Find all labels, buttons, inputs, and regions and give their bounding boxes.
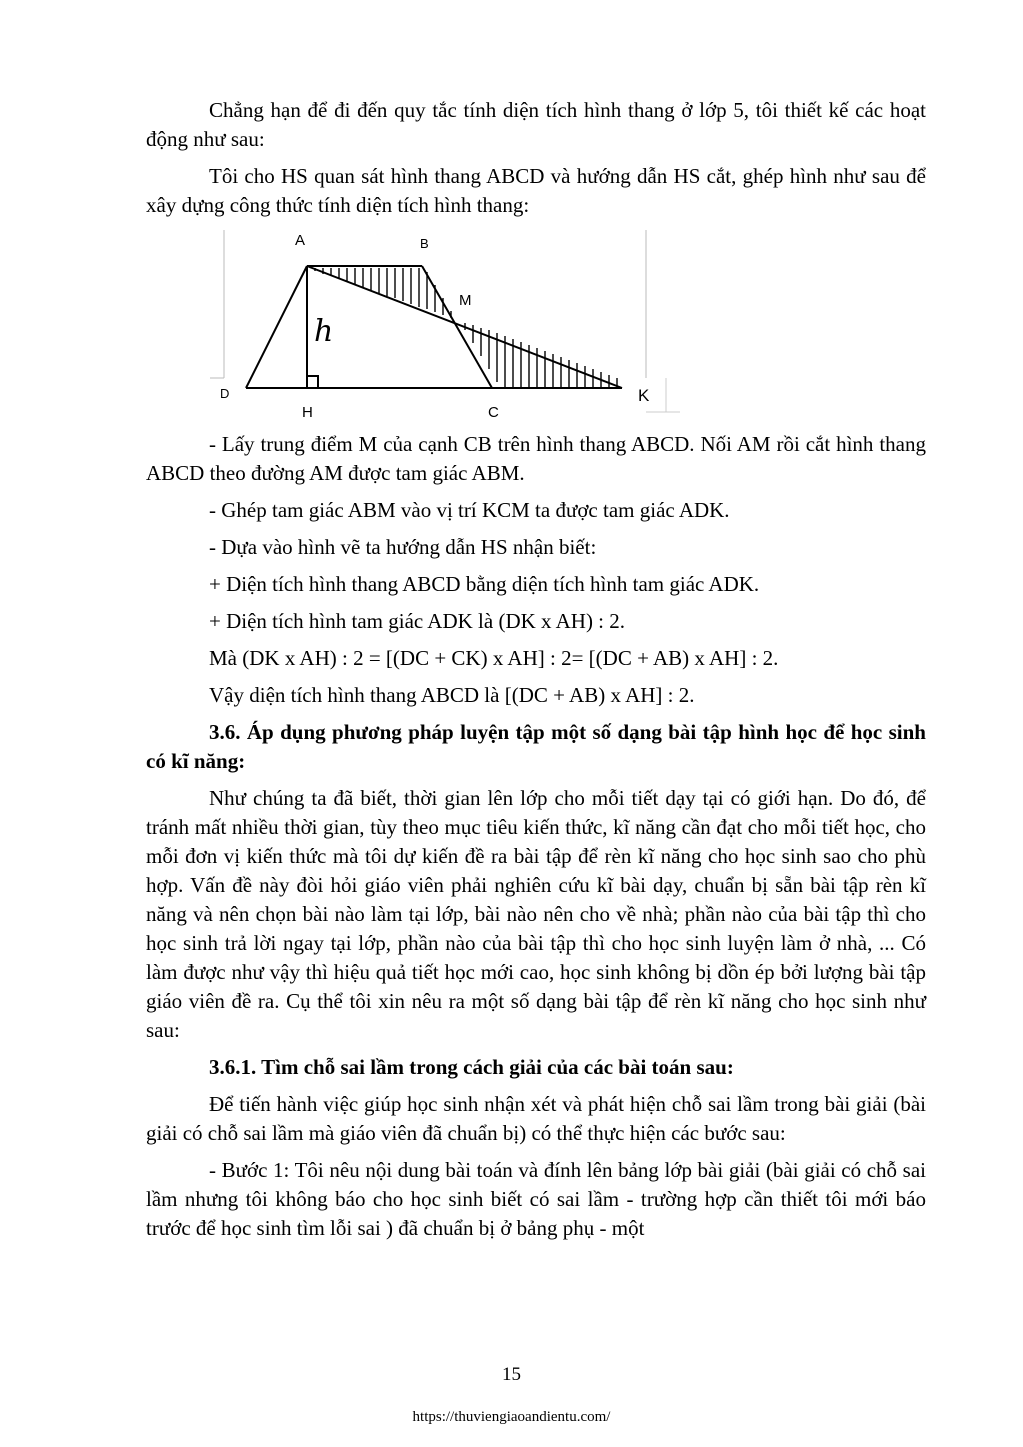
label-foot-h: H (302, 404, 313, 421)
paragraph-practice: Như chúng ta đã biết, thời gian lên lớp cho mỗi tiết dạy tại có giới hạn. Do đó, để tránh mất nhiều thời gian, tùy theo mục tiêu kiến thức, kĩ năng cần đạt cho mỗi tiết học, cho mỗi đơn vị kiến thức mà tôi dự kiến đề ra bài tập để rèn kĩ năng cho học sinh sao cho phù hợp. Vấn đề này đòi hỏi giáo viên phải nghiên cứu kĩ bài dạy, chuẩn bị sẵn bài tập rèn kĩ năng và nên chọn bài nào làm tại lớp, bài nào nên cho về nhà; phần nào của bài tập thì cho học sinh trả lời ngay tại lớp, phần nào của bài tập thì cho học sinh luyện làm ở nhà, ... Có làm được như vậy thì hiệu quả tiết học mới cao, học sinh không bị dồn ép bởi lượng bài tập giáo viên đề ra. Cụ thể tôi xin nêu ra một số dạng bài tập để rèn kĩ năng cho học sinh như sau: (146, 786, 926, 1042)
label-vertex-a: A (295, 232, 306, 249)
label-point-k: K (638, 386, 650, 405)
heading-section-3-6: 3.6. Áp dụng phương pháp luyện tập một số dạng bài tập hình học để học sinh có kĩ năng: (146, 720, 926, 773)
paragraph-intro: Chẳng hạn để đi đến quy tắc tính diện tích hình thang ở lớp 5, tôi thiết kế các hoạt động như sau: (146, 98, 926, 151)
paragraph-step-combine: - Ghép tam giác ABM vào vị trí KCM ta được tam giác ADK. (209, 498, 730, 522)
page-number: 15 (502, 1364, 521, 1385)
paragraph-area-equal: + Diện tích hình thang ABCD bằng diện tích hình tam giác ADK. (209, 572, 760, 596)
paragraph-step-1: - Bước 1: Tôi nêu nội dung bài toán và đính lên bảng lớp bài giải (bài giải có chỗ sai lầm nhưng tôi không báo cho học sinh biết có sai lầm - trường hợp cần thiết tôi mới báo trước để học sinh tìm lỗi sai ) đã chuẩn bị ở bảng phụ - một (146, 1158, 926, 1240)
trapezoid-diagram (210, 226, 680, 418)
trapezoid-figure (210, 226, 680, 421)
label-vertex-c: C (488, 404, 499, 421)
label-vertex-b: B (420, 236, 429, 251)
footer-url: https://thuviengiaoandientu.com/ (412, 1409, 611, 1425)
paragraph-formula: Mà (DK x AH) : 2 = [(DC + CK) x AH] : 2= [(DC + AB) x AH] : 2. (209, 646, 779, 670)
heading-section-3-6-1: 3.6.1. Tìm chỗ sai lầm trong cách giải của các bài toán sau: (209, 1055, 734, 1079)
paragraph-step-midpoint: - Lấy trung điểm M của cạnh CB trên hình thang ABCD. Nối AM rồi cắt hình thang ABCD theo đường AM được tam giác ABM. (146, 432, 926, 485)
paragraph-observe: Tôi cho HS quan sát hình thang ABCD và hướng dẫn HS cắt, ghép hình như sau để xây dựng công thức tính diện tích hình thang: (146, 164, 926, 217)
paragraph-step-guide: - Dựa vào hình vẽ ta hướng dẫn HS nhận biết: (209, 535, 597, 559)
label-midpoint-m: M (459, 292, 472, 309)
paragraph-find-errors: Để tiến hành việc giúp học sinh nhận xét và phát hiện chỗ sai lầm trong bài giải (bài giải có chỗ sai lầm mà giáo viên đã chuẩn bị) có thể thực hiện các bước sau: (146, 1092, 926, 1145)
label-vertex-d: D (220, 386, 230, 401)
document-body (146, 96, 926, 1243)
paragraph-conclusion: Vậy diện tích hình thang ABCD là [(DC + AB) x AH] : 2. (209, 683, 695, 707)
paragraph-area-triangle: + Diện tích hình tam giác ADK là (DK x AH) : 2. (209, 609, 626, 633)
label-height-h: h (314, 314, 334, 349)
